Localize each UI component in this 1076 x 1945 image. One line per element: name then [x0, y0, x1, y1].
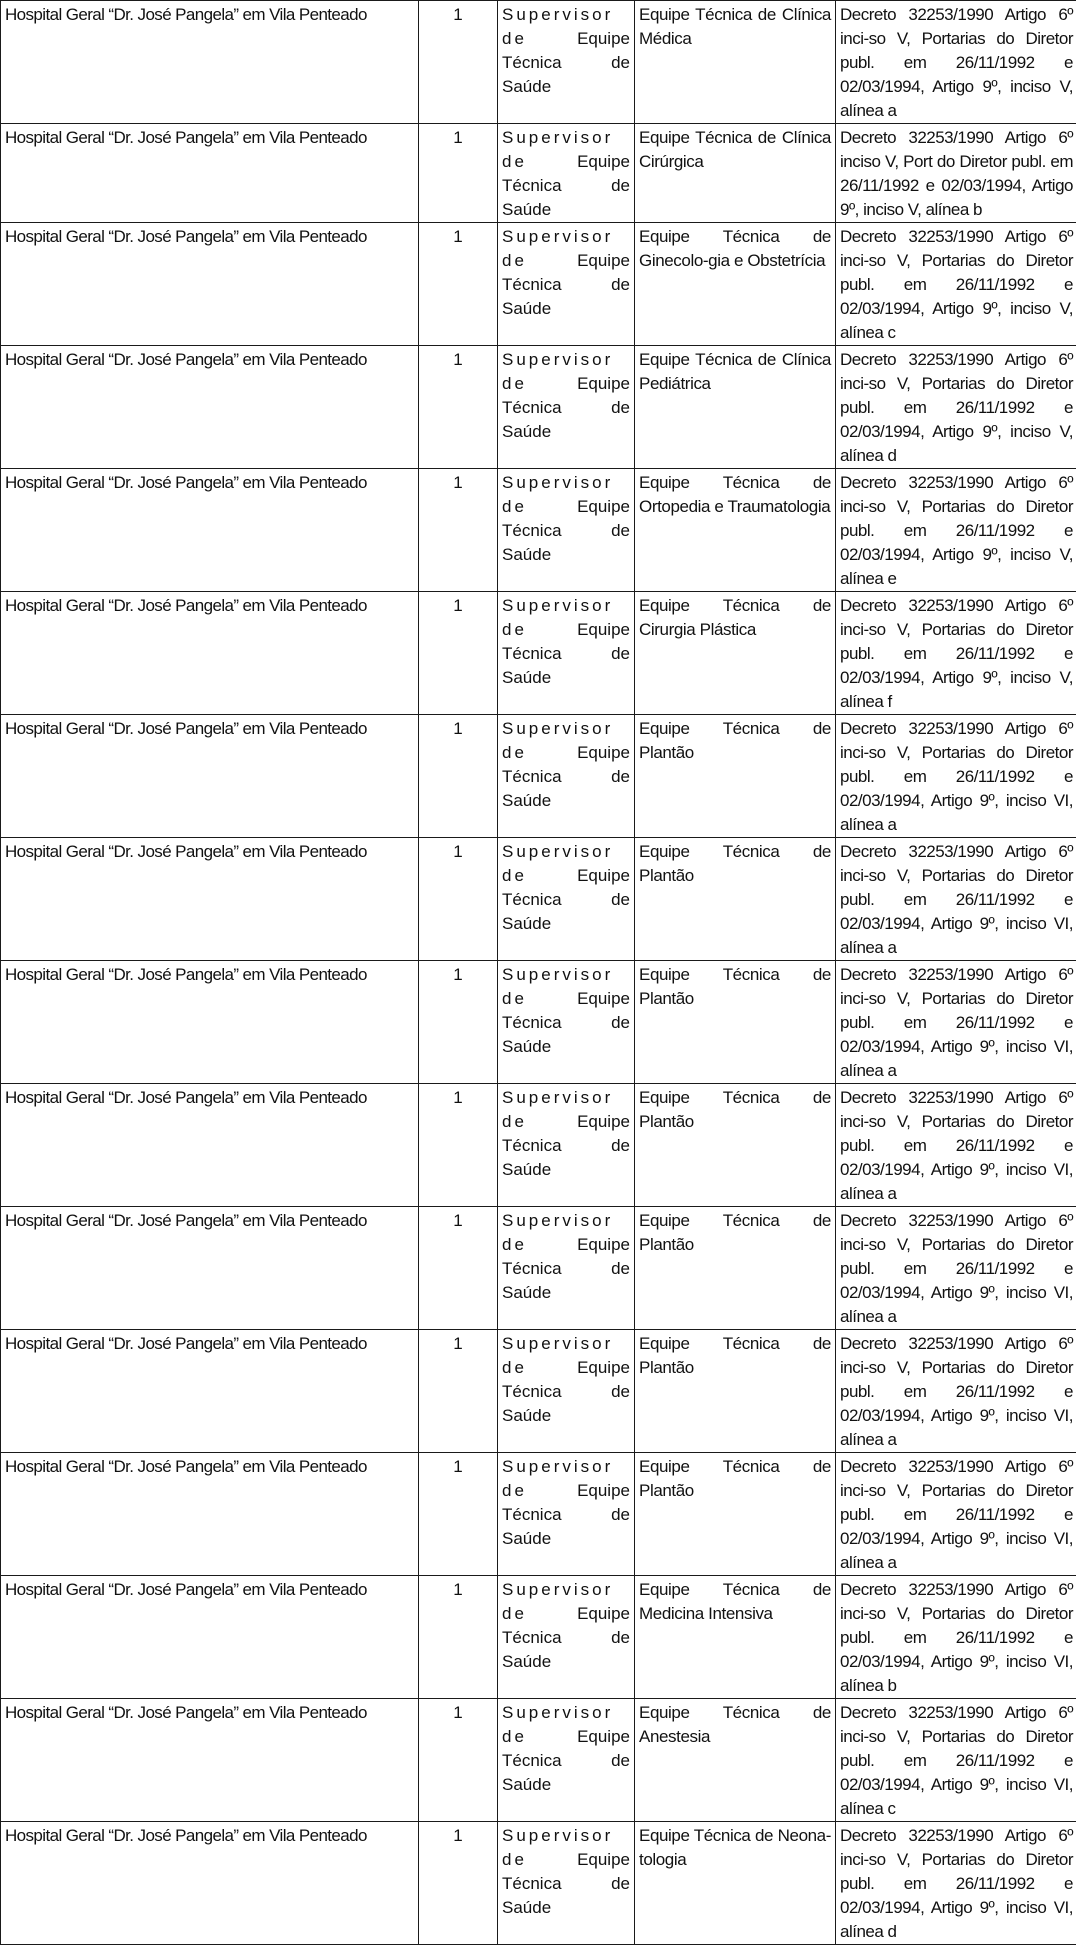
legal-basis-cell [836, 715, 1076, 838]
quantity-cell [419, 1576, 498, 1699]
legal-basis-cell [836, 1576, 1076, 1699]
quantity-cell [419, 1822, 498, 1945]
team-name: Equipe Técnica de Clínica Pediátrica [639, 350, 831, 393]
team-cell [635, 1453, 836, 1576]
legal-basis-cell [836, 1330, 1076, 1453]
unit-cell [1, 1576, 419, 1699]
table-row [1, 346, 1076, 469]
legal-basis-cell [836, 1207, 1076, 1330]
table-row [1, 1453, 1076, 1576]
table-row [1, 469, 1076, 592]
role-cell [498, 1576, 635, 1699]
quantity-value: 1 [453, 1457, 462, 1476]
quantity-value: 1 [453, 128, 462, 147]
team-cell [635, 1699, 836, 1822]
unit-name: Hospital Geral “Dr. José Pangela” em Vila Penteado [5, 1086, 367, 1110]
table-row [1, 961, 1076, 1084]
team-name: Equipe Técnica de Clínica Cirúrgica [639, 128, 831, 171]
role-cell [498, 1, 635, 124]
legal-basis-text: Decreto 32253/1990 Artigo 6º inci-so V, Portarias do Diretor publ. em 26/11/1992 e 02/03/1994, Artigo 9º, inciso V, alínea e [840, 473, 1073, 588]
legal-basis-cell [836, 1, 1076, 124]
legal-basis-cell [836, 961, 1076, 1084]
role-title-rest: Equipe Técnica de Saúde [502, 29, 630, 96]
legal-basis-cell [836, 838, 1076, 961]
team-cell [635, 715, 836, 838]
role-title-first-line: Supervisor de [502, 965, 613, 1008]
role-title-rest: Equipe Técnica de Saúde [502, 1358, 630, 1425]
table-row [1, 592, 1076, 715]
table-row [1, 223, 1076, 346]
legal-basis-cell [836, 1822, 1076, 1945]
role-title-first-line: Supervisor de [502, 227, 613, 270]
team-name: Equipe Técnica de Neona-tologia [639, 1826, 831, 1869]
quantity-value: 1 [453, 350, 462, 369]
quantity-cell [419, 1699, 498, 1822]
role-cell [498, 469, 635, 592]
quantity-cell [419, 124, 498, 223]
team-cell [635, 1822, 836, 1945]
unit-cell [1, 1207, 419, 1330]
legal-basis-text: Decreto 32253/1990 Artigo 6º inci-so V, Portarias do Diretor publ. em 26/11/1992 e 02/03/1994, Artigo 9º, inciso VI, alínea a [840, 1088, 1073, 1203]
role-cell [498, 1084, 635, 1207]
quantity-cell [419, 715, 498, 838]
table-row [1, 1084, 1076, 1207]
legal-basis-cell [836, 223, 1076, 346]
role-cell [498, 1822, 635, 1945]
unit-cell [1, 1453, 419, 1576]
table-row [1, 1699, 1076, 1822]
role-title-first-line: Supervisor de [502, 1457, 613, 1500]
quantity-cell [419, 961, 498, 1084]
role-title-rest: Equipe Técnica de Saúde [502, 1727, 630, 1794]
role-title-rest: Equipe Técnica de Saúde [502, 1235, 630, 1302]
team-name: Equipe Técnica de Plantão [639, 1457, 831, 1500]
legal-basis-text: Decreto 32253/1990 Artigo 6º inci-so V, Portarias do Diretor publ. em 26/11/1992 e 02/03/1994, Artigo 9º, inciso VI, alínea b [840, 1580, 1073, 1695]
role-title-rest: Equipe Técnica de Saúde [502, 374, 630, 441]
unit-name: Hospital Geral “Dr. José Pangela” em Vila Penteado [5, 840, 367, 864]
team-name: Equipe Técnica de Plantão [639, 1088, 831, 1131]
legal-basis-cell [836, 124, 1076, 223]
table-row [1, 1, 1076, 124]
unit-cell [1, 1330, 419, 1453]
legal-basis-text: Decreto 32253/1990 Artigo 6º inci-so V, Portarias do Diretor publ. em 26/11/1992 e 02/03/1994, Artigo 9º, inciso V, alínea c [840, 227, 1073, 342]
role-title-first-line: Supervisor de [502, 1334, 613, 1377]
role-title-first-line: Supervisor de [502, 842, 613, 885]
team-cell [635, 124, 836, 223]
legal-basis-text: Decreto 32253/1990 Artigo 6º inci-so V, Portarias do Diretor publ. em 26/11/1992 e 02/03/1994, Artigo 9º, inciso VI, alínea c [840, 1703, 1073, 1818]
legal-basis-text: Decreto 32253/1990 Artigo 6º inci-so V, Portarias do Diretor publ. em 26/11/1992 e 02/03/1994, Artigo 9º, inciso VI, alínea a [840, 719, 1073, 834]
team-name: Equipe Técnica de Plantão [639, 842, 831, 885]
unit-cell [1, 469, 419, 592]
role-title-first-line: Supervisor de [502, 1826, 613, 1869]
role-cell [498, 223, 635, 346]
unit-name: Hospital Geral “Dr. José Pangela” em Vila Penteado [5, 348, 367, 372]
quantity-cell [419, 346, 498, 469]
unit-name: Hospital Geral “Dr. José Pangela” em Vila Penteado [5, 3, 367, 27]
unit-name: Hospital Geral “Dr. José Pangela” em Vila Penteado [5, 471, 367, 495]
role-title-rest: Equipe Técnica de Saúde [502, 743, 630, 810]
unit-name: Hospital Geral “Dr. José Pangela” em Vila Penteado [5, 1455, 367, 1479]
legal-basis-text: Decreto 32253/1990 Artigo 6º inci-so V, Portarias do Diretor publ. em 26/11/1992 e 02/03/1994, Artigo 9º, inciso VI, alínea a [840, 1334, 1073, 1449]
unit-cell [1, 1822, 419, 1945]
legal-basis-text: Decreto 32253/1990 Artigo 6º inci-so V, Portarias do Diretor publ. em 26/11/1992 e 02/03/1994, Artigo 9º, inciso V, alínea d [840, 350, 1073, 465]
role-cell [498, 961, 635, 1084]
role-title-first-line: Supervisor de [502, 719, 613, 762]
unit-cell [1, 592, 419, 715]
legal-basis-cell [836, 346, 1076, 469]
team-cell [635, 1, 836, 124]
table-row [1, 1207, 1076, 1330]
role-title-rest: Equipe Técnica de Saúde [502, 866, 630, 933]
quantity-cell [419, 223, 498, 346]
role-title-rest: Equipe Técnica de Saúde [502, 1112, 630, 1179]
unit-cell [1, 346, 419, 469]
table-row [1, 124, 1076, 223]
unit-cell [1, 961, 419, 1084]
table-row [1, 1576, 1076, 1699]
quantity-value: 1 [453, 842, 462, 861]
legal-basis-cell [836, 1084, 1076, 1207]
unit-cell [1, 1084, 419, 1207]
quantity-cell [419, 469, 498, 592]
quantity-value: 1 [453, 965, 462, 984]
table-row [1, 1330, 1076, 1453]
team-name: Equipe Técnica de Plantão [639, 1211, 831, 1254]
legal-basis-text: Decreto 32253/1990 Artigo 6º inci-so V, Portarias do Diretor publ. em 26/11/1992 e 02/03/1994, Artigo 9º, inciso VI, alínea a [840, 1211, 1073, 1326]
quantity-cell [419, 1084, 498, 1207]
role-title-rest: Equipe Técnica de Saúde [502, 1604, 630, 1671]
role-title-rest: Equipe Técnica de Saúde [502, 1850, 630, 1917]
team-name: Equipe Técnica de Plantão [639, 965, 831, 1008]
quantity-value: 1 [453, 1826, 462, 1845]
role-title-rest: Equipe Técnica de Saúde [502, 989, 630, 1056]
legal-basis-cell [836, 1699, 1076, 1822]
team-name: Equipe Técnica de Ortopedia e Traumatologia [639, 473, 831, 516]
unit-cell [1, 1, 419, 124]
unit-name: Hospital Geral “Dr. José Pangela” em Vila Penteado [5, 717, 367, 741]
role-title-first-line: Supervisor de [502, 128, 613, 171]
team-cell [635, 1084, 836, 1207]
role-title-rest: Equipe Técnica de Saúde [502, 1481, 630, 1548]
unit-cell [1, 124, 419, 223]
team-name: Equipe Técnica de Plantão [639, 719, 831, 762]
team-cell [635, 223, 836, 346]
table-row [1, 1822, 1076, 1945]
role-cell [498, 1453, 635, 1576]
legal-basis-text: Decreto 32253/1990 Artigo 6º inci-so V, Portarias do Diretor publ. em 26/11/1992 e 02/03/1994, Artigo 9º, inciso VI, alínea d [840, 1826, 1073, 1941]
legal-basis-cell [836, 592, 1076, 715]
unit-name: Hospital Geral “Dr. José Pangela” em Vila Penteado [5, 225, 367, 249]
legal-basis-text: Decreto 32253/1990 Artigo 6º inciso V, Port do Diretor publ. em 26/11/1992 e 02/03/1994, Artigo 9º, inciso V, alínea b [840, 128, 1073, 219]
role-cell [498, 592, 635, 715]
table-row [1, 715, 1076, 838]
role-title-first-line: Supervisor de [502, 473, 613, 516]
legal-basis-cell [836, 469, 1076, 592]
unit-name: Hospital Geral “Dr. José Pangela” em Vila Penteado [5, 1701, 367, 1725]
team-name: Equipe Técnica de Ginecolo-gia e Obstetrícia [639, 227, 831, 270]
quantity-value: 1 [453, 1334, 462, 1353]
quantity-value: 1 [453, 5, 462, 24]
team-name: Equipe Técnica de Anestesia [639, 1703, 831, 1746]
legal-basis-text: Decreto 32253/1990 Artigo 6º inci-so V, Portarias do Diretor publ. em 26/11/1992 e 02/03/1994, Artigo 9º, inciso V, alínea a [840, 5, 1073, 120]
team-cell [635, 838, 836, 961]
role-title-rest: Equipe Técnica de Saúde [502, 152, 630, 219]
legal-basis-text: Decreto 32253/1990 Artigo 6º inci-so V, Portarias do Diretor publ. em 26/11/1992 e 02/03/1994, Artigo 9º, inciso VI, alínea a [840, 1457, 1073, 1572]
role-title-rest: Equipe Técnica de Saúde [502, 620, 630, 687]
quantity-value: 1 [453, 719, 462, 738]
team-name: Equipe Técnica de Cirurgia Plástica [639, 596, 831, 639]
role-cell [498, 1699, 635, 1822]
quantity-value: 1 [453, 596, 462, 615]
legal-basis-text: Decreto 32253/1990 Artigo 6º inci-so V, Portarias do Diretor publ. em 26/11/1992 e 02/03/1994, Artigo 9º, inciso V, alínea f [840, 596, 1073, 711]
table-row [1, 838, 1076, 961]
quantity-cell [419, 592, 498, 715]
role-cell [498, 1330, 635, 1453]
quantity-value: 1 [453, 1211, 462, 1230]
quantity-value: 1 [453, 473, 462, 492]
role-cell [498, 838, 635, 961]
unit-name: Hospital Geral “Dr. José Pangela” em Vila Penteado [5, 1209, 367, 1233]
role-cell [498, 124, 635, 223]
team-cell [635, 1576, 836, 1699]
role-cell [498, 1207, 635, 1330]
quantity-value: 1 [453, 1703, 462, 1722]
role-title-first-line: Supervisor de [502, 1580, 613, 1623]
legal-basis-cell [836, 1453, 1076, 1576]
team-name: Equipe Técnica de Clínica Médica [639, 5, 831, 48]
unit-name: Hospital Geral “Dr. José Pangela” em Vila Penteado [5, 594, 367, 618]
role-title-rest: Equipe Técnica de Saúde [502, 251, 630, 318]
team-name: Equipe Técnica de Medicina Intensiva [639, 1580, 831, 1623]
role-title-rest: Equipe Técnica de Saúde [502, 497, 630, 564]
role-title-first-line: Supervisor de [502, 596, 613, 639]
role-title-first-line: Supervisor de [502, 1703, 613, 1746]
role-cell [498, 715, 635, 838]
role-cell [498, 346, 635, 469]
unit-cell [1, 223, 419, 346]
unit-cell [1, 715, 419, 838]
quantity-cell [419, 1330, 498, 1453]
team-name: Equipe Técnica de Plantão [639, 1334, 831, 1377]
team-cell [635, 469, 836, 592]
unit-cell [1, 1699, 419, 1822]
role-title-first-line: Supervisor de [502, 1211, 613, 1254]
unit-name: Hospital Geral “Dr. José Pangela” em Vila Penteado [5, 1332, 367, 1356]
team-cell [635, 592, 836, 715]
unit-name: Hospital Geral “Dr. José Pangela” em Vila Penteado [5, 1824, 367, 1848]
legal-basis-text: Decreto 32253/1990 Artigo 6º inci-so V, Portarias do Diretor publ. em 26/11/1992 e 02/03/1994, Artigo 9º, inciso VI, alínea a [840, 965, 1073, 1080]
quantity-cell [419, 1207, 498, 1330]
quantity-value: 1 [453, 1580, 462, 1599]
role-title-first-line: Supervisor de [502, 5, 613, 48]
table-body [1, 1, 1076, 1945]
team-cell [635, 1330, 836, 1453]
team-cell [635, 346, 836, 469]
quantity-cell [419, 1, 498, 124]
quantity-value: 1 [453, 227, 462, 246]
quantity-cell [419, 1453, 498, 1576]
quantity-cell [419, 838, 498, 961]
unit-name: Hospital Geral “Dr. José Pangela” em Vila Penteado [5, 963, 367, 987]
unit-cell [1, 838, 419, 961]
quantity-value: 1 [453, 1088, 462, 1107]
team-cell [635, 1207, 836, 1330]
unit-name: Hospital Geral “Dr. José Pangela” em Vila Penteado [5, 1578, 367, 1602]
unit-name: Hospital Geral “Dr. José Pangela” em Vila Penteado [5, 126, 367, 150]
team-cell [635, 961, 836, 1084]
role-title-first-line: Supervisor de [502, 1088, 613, 1131]
role-title-first-line: Supervisor de [502, 350, 613, 393]
legal-basis-text: Decreto 32253/1990 Artigo 6º inci-so V, Portarias do Diretor publ. em 26/11/1992 e 02/03/1994, Artigo 9º, inciso VI, alínea a [840, 842, 1073, 957]
